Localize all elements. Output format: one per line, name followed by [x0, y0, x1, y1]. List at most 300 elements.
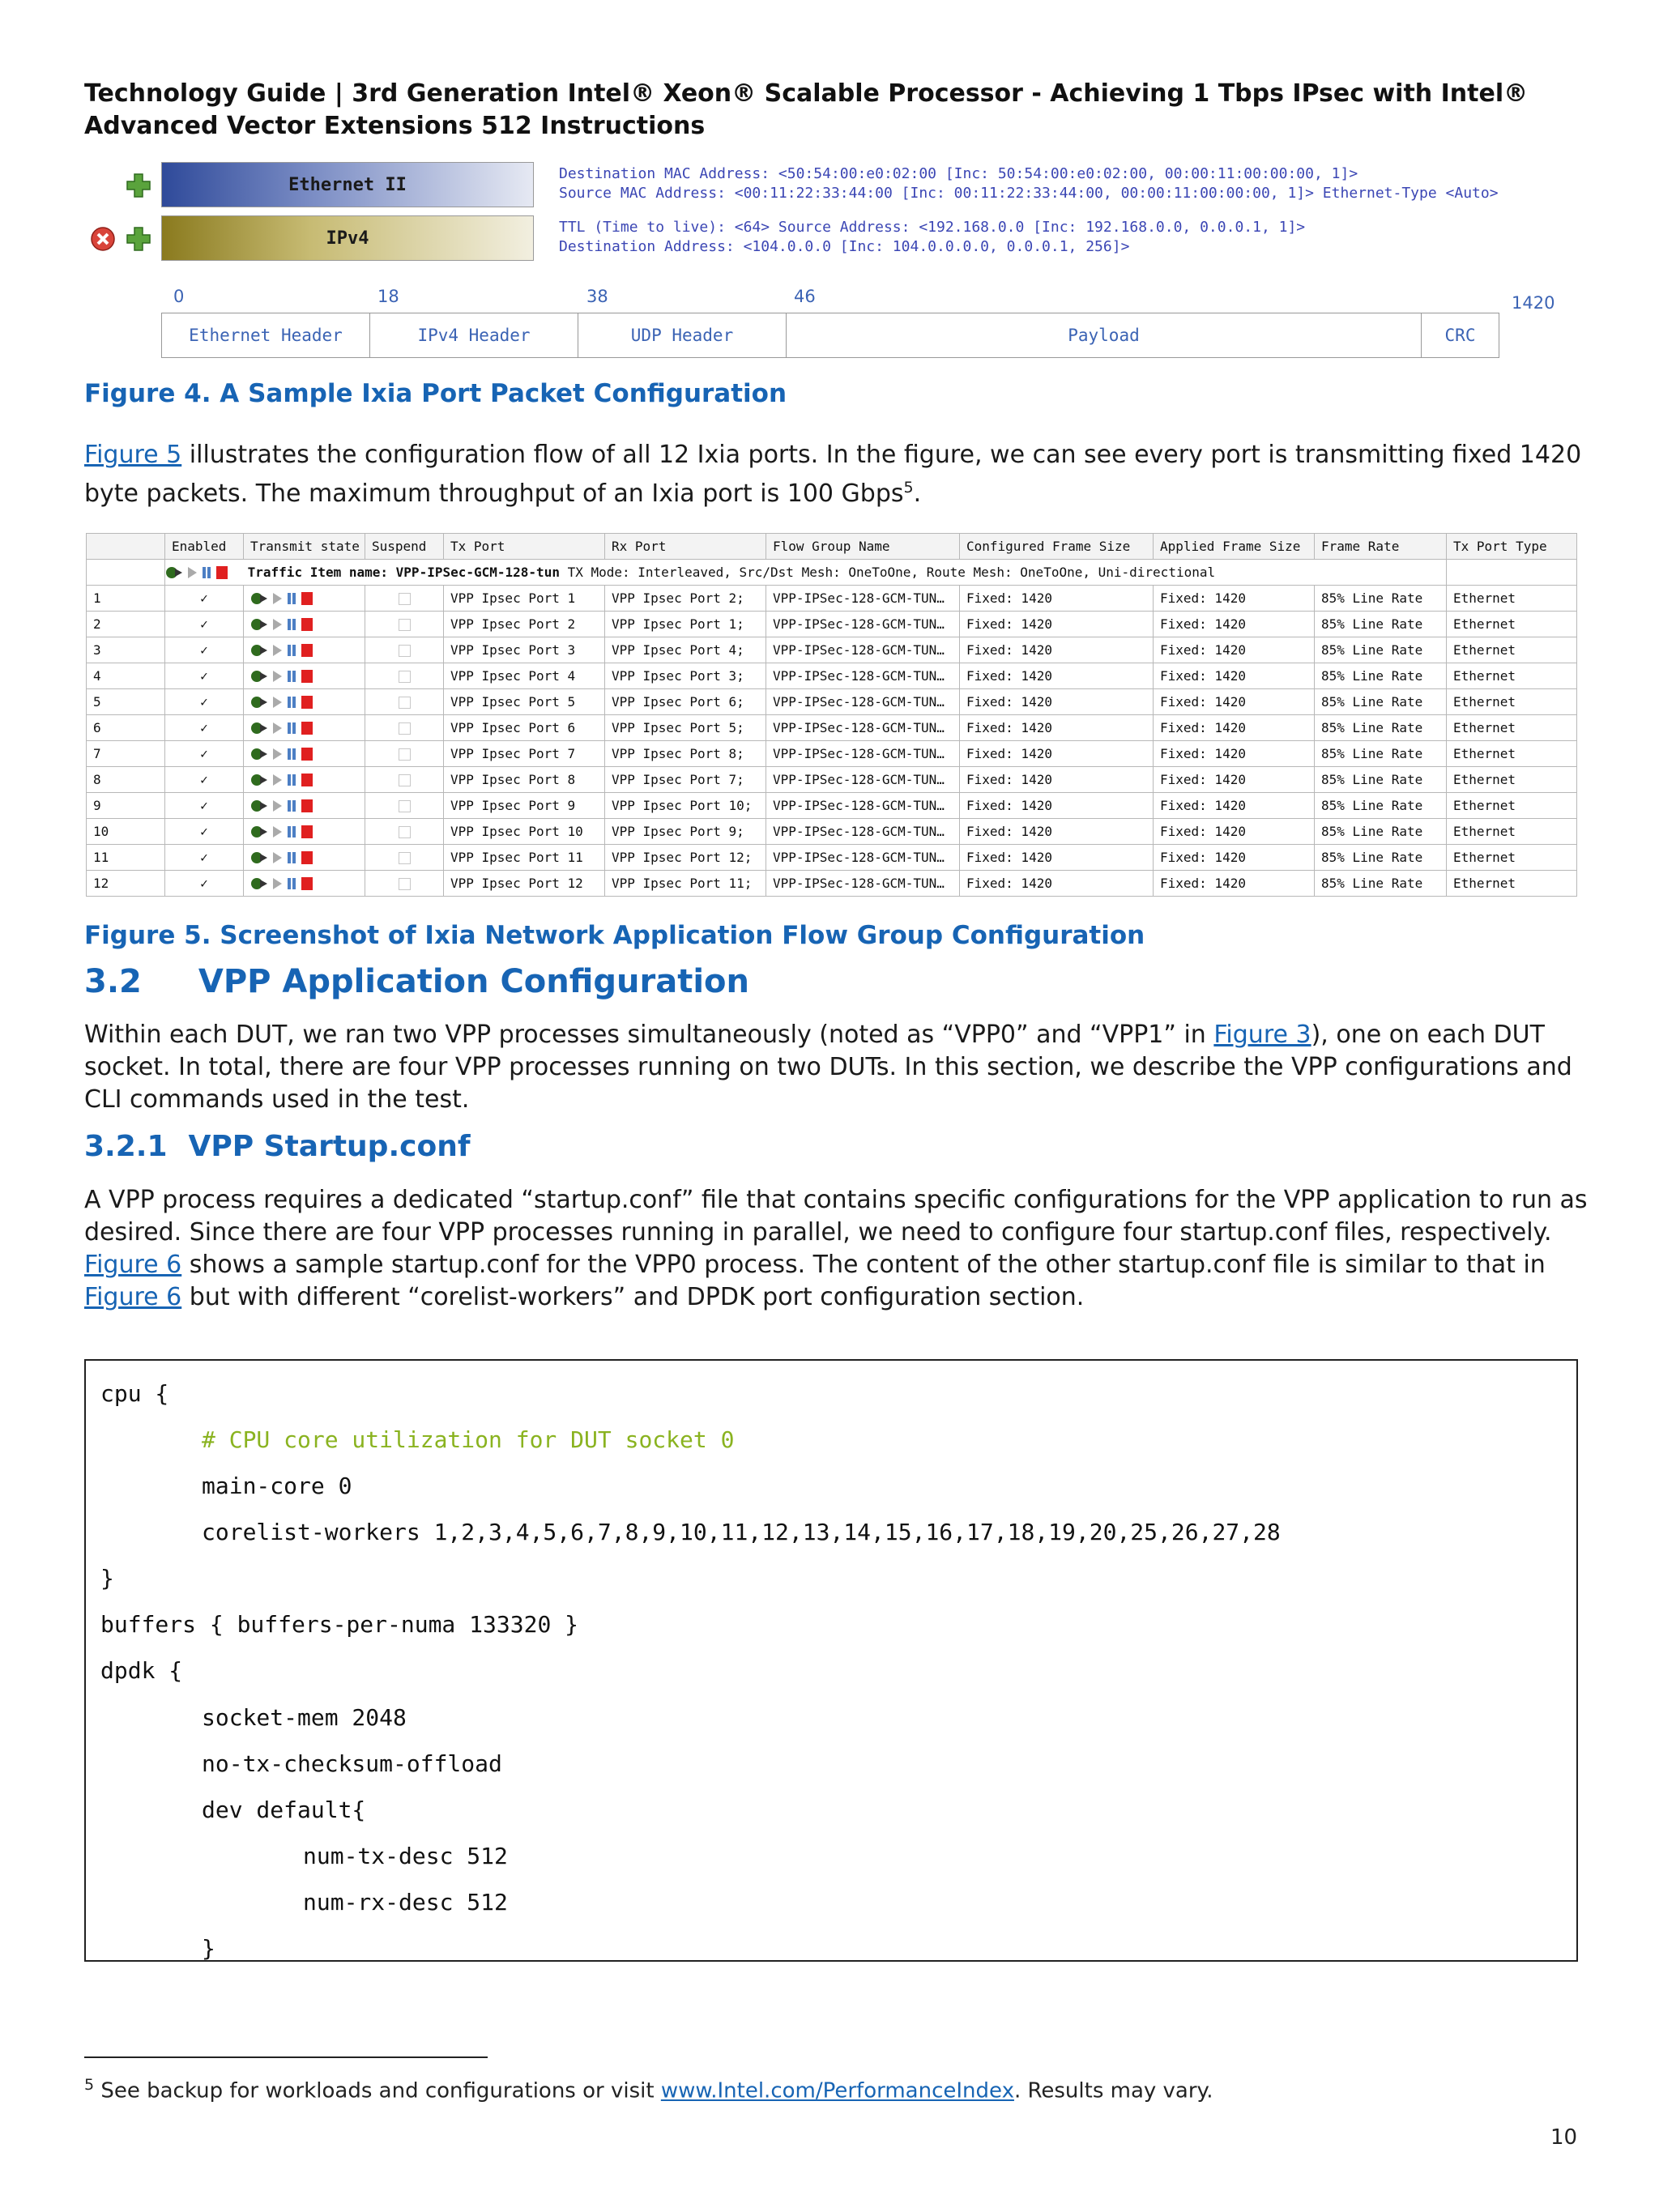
- transmit-state-controls: [250, 876, 313, 891]
- applied-frame-size: Fixed: 1420: [1154, 586, 1315, 612]
- suspend-cell: [365, 819, 444, 845]
- paragraph-startup-conf: [84, 1184, 1591, 1314]
- play-icon[interactable]: [271, 850, 283, 865]
- transmit-state-cell: [244, 586, 365, 612]
- start-icon[interactable]: [250, 825, 268, 839]
- enabled-checkbox[interactable]: ✓: [165, 871, 244, 897]
- segment-ipv4-header: IPv4 Header: [370, 313, 578, 357]
- ipv4-config-line: Destination Address: <104.0.0.0 [Inc: 104.0.0.0.0, 0.0.0.1, 256]>: [559, 238, 1130, 255]
- suspend-checkbox[interactable]: [399, 800, 411, 812]
- frame-rate: 85% Line Rate: [1315, 767, 1447, 793]
- code-line: dev default{: [202, 1796, 366, 1823]
- column-header[interactable]: Applied Frame Size: [1154, 534, 1315, 560]
- flow-group-name: VPP-IPSec-128-GCM-TUN…: [766, 793, 960, 819]
- applied-frame-size: Fixed: 1420: [1154, 845, 1315, 871]
- startup-conf-code-block: [84, 1359, 1578, 1962]
- traffic-item-row[interactable]: [87, 560, 1577, 586]
- play-icon[interactable]: [271, 695, 283, 710]
- tx-port-type: Ethernet: [1447, 663, 1577, 689]
- transmit-state-controls: [250, 850, 313, 865]
- frame-rate: 85% Line Rate: [1315, 845, 1447, 871]
- start-icon[interactable]: [250, 591, 268, 606]
- row-index: 5: [87, 689, 165, 715]
- enabled-checkbox[interactable]: ✓: [165, 689, 244, 715]
- byte-offset: 38: [586, 287, 608, 306]
- figure-6-link[interactable]: Figure 6: [84, 1251, 182, 1279]
- stop-icon[interactable]: [301, 825, 313, 839]
- row-index: 8: [87, 767, 165, 793]
- enabled-checkbox[interactable]: ✓: [165, 663, 244, 689]
- start-icon[interactable]: [250, 747, 268, 761]
- code-line: dpdk {: [100, 1657, 183, 1684]
- segment-payload: Payload: [787, 313, 1422, 357]
- paragraph-vpp-overview: [84, 1019, 1591, 1116]
- row-index: 10: [87, 819, 165, 845]
- byte-offset: 1420: [1512, 293, 1555, 313]
- footnote-text: See backup for workloads and configurations or visit: [94, 2078, 661, 2103]
- footnote-ref[interactable]: 5: [903, 479, 914, 497]
- applied-frame-size: Fixed: 1420: [1154, 741, 1315, 767]
- suspend-cell: [365, 741, 444, 767]
- stop-icon[interactable]: [301, 876, 313, 891]
- start-icon[interactable]: [250, 850, 268, 865]
- paragraph-text: illustrates the configuration flow of all 12 Ixia ports. In the figure, we can see every port is transmitting fixed 1420 byte packets. The maximum throughput of an Ixia port is 100 Gbps: [84, 441, 1582, 508]
- document-header-title: Technology Guide | 3rd Generation Intel® Xeon® Scalable Processor - Achieving 1 Tbps IPsec with Intel® Advanced Vector Extensions 512 Instructions: [84, 79, 1529, 140]
- transmit-state-cell: [244, 767, 365, 793]
- rx-port: VPP Ipsec Port 1;: [605, 612, 766, 637]
- frame-rate: 85% Line Rate: [1315, 586, 1447, 612]
- configured-frame-size: Fixed: 1420: [960, 612, 1154, 637]
- flow-group-name: VPP-IPSec-128-GCM-TUN…: [766, 586, 960, 612]
- rx-port: VPP Ipsec Port 9;: [605, 819, 766, 845]
- section-heading-3-2-1: [84, 1130, 471, 1163]
- tx-port: VPP Ipsec Port 6: [444, 715, 605, 741]
- transmit-state-controls: [250, 825, 313, 839]
- code-line: num-rx-desc 512: [303, 1889, 508, 1916]
- suspend-cell: [365, 715, 444, 741]
- traffic-item-details: TX Mode: Interleaved, Src/Dst Mesh: OneToOne, Route Mesh: OneToOne, Uni-directional: [559, 564, 1216, 580]
- suspend-checkbox[interactable]: [399, 826, 411, 838]
- rx-port: VPP Ipsec Port 11;: [605, 871, 766, 897]
- table-row[interactable]: [87, 793, 1577, 819]
- configured-frame-size: Fixed: 1420: [960, 819, 1154, 845]
- tx-port-type: Ethernet: [1447, 689, 1577, 715]
- figure-5-caption: Figure 5. Screenshot of Ixia Network Application Flow Group Configuration: [84, 921, 1145, 950]
- configured-frame-size: Fixed: 1420: [960, 586, 1154, 612]
- play-icon[interactable]: [271, 669, 283, 684]
- segment-crc: CRC: [1444, 326, 1476, 345]
- pause-icon[interactable]: [286, 876, 297, 891]
- rx-port: VPP Ipsec Port 4;: [605, 637, 766, 663]
- tx-port-type: Ethernet: [1447, 871, 1577, 897]
- tx-port: VPP Ipsec Port 12: [444, 871, 605, 897]
- suspend-checkbox[interactable]: [399, 671, 411, 683]
- traffic-item-cell: [165, 560, 1447, 586]
- configured-frame-size: Fixed: 1420: [960, 845, 1154, 871]
- play-icon[interactable]: [271, 773, 283, 787]
- rx-port: VPP Ipsec Port 6;: [605, 689, 766, 715]
- stop-icon[interactable]: [301, 617, 313, 632]
- column-header[interactable]: Configured Frame Size: [960, 534, 1154, 560]
- footnote-divider: [84, 2056, 488, 2058]
- frame-rate: 85% Line Rate: [1315, 871, 1447, 897]
- protocol-label: Ethernet II: [288, 174, 407, 195]
- paragraph-text: ), one on each DUT socket. In total, there are four VPP processes running on two DUTs. In this section, we describe the VPP configurations and CLI commands used in the test.: [84, 1021, 1572, 1114]
- flow-group-name: VPP-IPSec-128-GCM-TUN…: [766, 689, 960, 715]
- paragraph-end: .: [913, 479, 922, 508]
- code-line: num-tx-desc 512: [303, 1843, 508, 1869]
- transmit-state-cell: [244, 637, 365, 663]
- protocol-ethernet-ii[interactable]: [161, 162, 534, 207]
- code-line: }: [202, 1935, 215, 1962]
- table-cell: [1447, 560, 1577, 586]
- paragraph-text: A VPP process requires a dedicated “startup.conf” file that contains specific configurations for the VPP application to run as desired. Since there are four VPP processes running in parallel, we need to configure four startup.conf files, respectively.: [84, 1186, 1588, 1247]
- play-icon[interactable]: [186, 565, 198, 580]
- transmit-state-controls: [250, 591, 313, 606]
- flow-group-name: VPP-IPSec-128-GCM-TUN…: [766, 767, 960, 793]
- footnote-text: . Results may vary.: [1013, 2078, 1213, 2103]
- tx-port: VPP Ipsec Port 10: [444, 819, 605, 845]
- pause-icon[interactable]: [286, 850, 297, 865]
- flow-group-name: VPP-IPSec-128-GCM-TUN…: [766, 819, 960, 845]
- suspend-checkbox[interactable]: [399, 774, 411, 786]
- code-line: cpu {: [100, 1380, 169, 1407]
- pause-icon[interactable]: [286, 747, 297, 761]
- figure-5-link[interactable]: Figure 5: [84, 441, 182, 469]
- configured-frame-size: Fixed: 1420: [960, 871, 1154, 897]
- suspend-checkbox[interactable]: [399, 878, 411, 890]
- tx-port: VPP Ipsec Port 1: [444, 586, 605, 612]
- table-row[interactable]: [87, 715, 1577, 741]
- footnote-marker: 5: [84, 2076, 95, 2094]
- byte-offset: 46: [794, 287, 816, 306]
- suspend-cell: [365, 637, 444, 663]
- column-header[interactable]: Flow Group Name: [766, 534, 960, 560]
- start-icon[interactable]: [250, 617, 268, 632]
- enabled-checkbox[interactable]: ✓: [165, 612, 244, 637]
- stop-icon[interactable]: [301, 773, 313, 787]
- start-icon[interactable]: [165, 565, 183, 580]
- rx-port: VPP Ipsec Port 5;: [605, 715, 766, 741]
- suspend-checkbox[interactable]: [399, 697, 411, 709]
- code-line: main-core 0: [202, 1473, 352, 1499]
- rx-port: VPP Ipsec Port 12;: [605, 845, 766, 871]
- packet-layout: [161, 313, 1499, 358]
- transmit-state-cell: [244, 663, 365, 689]
- frame-rate: 85% Line Rate: [1315, 637, 1447, 663]
- enabled-checkbox[interactable]: ✓: [165, 637, 244, 663]
- stop-icon[interactable]: [301, 799, 313, 813]
- figure-3-link[interactable]: Figure 3: [1213, 1021, 1311, 1049]
- tx-port: VPP Ipsec Port 9: [444, 793, 605, 819]
- start-icon[interactable]: [250, 669, 268, 684]
- code-line: corelist-workers 1,2,3,4,5,6,7,8,9,10,11,12,13,14,15,16,17,18,19,20,25,26,27,28: [202, 1519, 1281, 1545]
- frame-rate: 85% Line Rate: [1315, 819, 1447, 845]
- column-header[interactable]: Tx Port: [444, 534, 605, 560]
- applied-frame-size: Fixed: 1420: [1154, 767, 1315, 793]
- table-row[interactable]: [87, 637, 1577, 663]
- table-row[interactable]: [87, 586, 1577, 612]
- tx-port-type: Ethernet: [1447, 767, 1577, 793]
- table-row[interactable]: [87, 871, 1577, 897]
- transmit-state-cell: [244, 715, 365, 741]
- stop-icon[interactable]: [301, 591, 313, 606]
- row-index: 2: [87, 612, 165, 637]
- play-icon[interactable]: [271, 876, 283, 891]
- pause-icon[interactable]: [201, 565, 212, 580]
- section-title: VPP Startup.conf: [188, 1130, 471, 1163]
- column-header[interactable]: Suspend: [365, 534, 444, 560]
- transmit-state-controls: [250, 721, 313, 735]
- suspend-checkbox[interactable]: [399, 645, 411, 657]
- enabled-checkbox[interactable]: ✓: [165, 767, 244, 793]
- transmit-state-cell: [244, 871, 365, 897]
- suspend-checkbox[interactable]: [399, 748, 411, 761]
- frame-rate: 85% Line Rate: [1315, 741, 1447, 767]
- play-icon[interactable]: [271, 825, 283, 839]
- suspend-cell: [365, 793, 444, 819]
- applied-frame-size: Fixed: 1420: [1154, 871, 1315, 897]
- frame-rate: 85% Line Rate: [1315, 689, 1447, 715]
- table-cell: [87, 560, 165, 586]
- flow-group-name: VPP-IPSec-128-GCM-TUN…: [766, 663, 960, 689]
- configured-frame-size: Fixed: 1420: [960, 637, 1154, 663]
- configured-frame-size: Fixed: 1420: [960, 741, 1154, 767]
- remove-protocol-icon[interactable]: [89, 225, 117, 253]
- suspend-checkbox[interactable]: [399, 619, 411, 631]
- tx-port: VPP Ipsec Port 2: [444, 612, 605, 637]
- code-line: socket-mem 2048: [202, 1704, 407, 1731]
- tx-port: VPP Ipsec Port 4: [444, 663, 605, 689]
- start-icon[interactable]: [250, 643, 268, 658]
- enabled-checkbox[interactable]: ✓: [165, 586, 244, 612]
- rx-port: VPP Ipsec Port 3;: [605, 663, 766, 689]
- frame-rate: 85% Line Rate: [1315, 612, 1447, 637]
- footnote-5: [84, 2076, 1213, 2103]
- flow-group-name: VPP-IPSec-128-GCM-TUN…: [766, 871, 960, 897]
- flow-group-name: VPP-IPSec-128-GCM-TUN…: [766, 612, 960, 637]
- column-header[interactable]: [87, 534, 165, 560]
- suspend-cell: [365, 845, 444, 871]
- tx-port-type: Ethernet: [1447, 637, 1577, 663]
- stop-icon[interactable]: [301, 721, 313, 735]
- play-icon[interactable]: [271, 643, 283, 658]
- segment-udp-header: UDP Header: [578, 313, 787, 357]
- transmit-state-cell: [244, 741, 365, 767]
- enabled-checkbox[interactable]: ✓: [165, 845, 244, 871]
- transmit-state-controls: [250, 773, 313, 787]
- pause-icon[interactable]: [286, 695, 297, 710]
- transmit-state-controls: [250, 617, 313, 632]
- start-icon[interactable]: [250, 695, 268, 710]
- table-row[interactable]: [87, 845, 1577, 871]
- column-header[interactable]: Rx Port: [605, 534, 766, 560]
- section-number: 3.2.1: [84, 1130, 168, 1163]
- paragraph-figure5-intro: [84, 439, 1591, 510]
- add-protocol-icon[interactable]: [125, 172, 152, 199]
- applied-frame-size: Fixed: 1420: [1154, 689, 1315, 715]
- configured-frame-size: Fixed: 1420: [960, 663, 1154, 689]
- row-index: 7: [87, 741, 165, 767]
- figure-6-link[interactable]: Figure 6: [84, 1283, 182, 1311]
- flow-group-name: VPP-IPSec-128-GCM-TUN…: [766, 637, 960, 663]
- column-header[interactable]: Frame Rate: [1315, 534, 1447, 560]
- configured-frame-size: Fixed: 1420: [960, 793, 1154, 819]
- enabled-checkbox[interactable]: ✓: [165, 793, 244, 819]
- transmit-state-controls: [250, 747, 313, 761]
- tx-port-type: Ethernet: [1447, 586, 1577, 612]
- column-header[interactable]: Transmit state: [244, 534, 365, 560]
- play-icon[interactable]: [271, 799, 283, 813]
- applied-frame-size: Fixed: 1420: [1154, 612, 1315, 637]
- suspend-checkbox[interactable]: [399, 722, 411, 735]
- rx-port: VPP Ipsec Port 10;: [605, 793, 766, 819]
- transmit-state-cell: [244, 612, 365, 637]
- enabled-checkbox[interactable]: ✓: [165, 741, 244, 767]
- table-header-row: [87, 534, 1577, 560]
- section-heading-3-2: [84, 963, 749, 1000]
- suspend-cell: [365, 663, 444, 689]
- table-row[interactable]: [87, 741, 1577, 767]
- segment-ethernet-header: Ethernet Header: [162, 313, 370, 357]
- row-index: 1: [87, 586, 165, 612]
- pause-icon[interactable]: [286, 643, 297, 658]
- tx-port: VPP Ipsec Port 8: [444, 767, 605, 793]
- pause-icon[interactable]: [286, 825, 297, 839]
- rx-port: VPP Ipsec Port 2;: [605, 586, 766, 612]
- stop-icon[interactable]: [301, 695, 313, 710]
- table-row[interactable]: [87, 819, 1577, 845]
- configured-frame-size: Fixed: 1420: [960, 715, 1154, 741]
- tx-port: VPP Ipsec Port 3: [444, 637, 605, 663]
- stop-icon[interactable]: [215, 565, 228, 580]
- section-number: 3.2: [84, 963, 142, 1000]
- add-protocol-icon[interactable]: [125, 225, 152, 253]
- play-icon[interactable]: [271, 747, 283, 761]
- transmit-state-controls: [165, 565, 228, 580]
- stop-icon[interactable]: [301, 747, 313, 761]
- configured-frame-size: Fixed: 1420: [960, 767, 1154, 793]
- table-row[interactable]: [87, 767, 1577, 793]
- frame-rate: 85% Line Rate: [1315, 663, 1447, 689]
- transmit-state-controls: [250, 695, 313, 710]
- table-row[interactable]: [87, 689, 1577, 715]
- row-index: 9: [87, 793, 165, 819]
- transmit-state-controls: [250, 669, 313, 684]
- protocol-label: IPv4: [326, 228, 369, 249]
- traffic-item-name: Traffic Item name: VPP-IPSec-GCM-128-tun: [247, 564, 560, 580]
- tx-port: VPP Ipsec Port 11: [444, 845, 605, 871]
- transmit-state-cell: [244, 689, 365, 715]
- code-line: no-tx-checksum-offload: [202, 1750, 502, 1777]
- byte-offset: 18: [377, 287, 399, 306]
- protocol-ipv4[interactable]: [161, 215, 534, 261]
- figure-4-caption: Figure 4. A Sample Ixia Port Packet Configuration: [84, 379, 787, 408]
- play-icon[interactable]: [271, 591, 283, 606]
- flow-group-name: VPP-IPSec-128-GCM-TUN…: [766, 715, 960, 741]
- applied-frame-size: Fixed: 1420: [1154, 793, 1315, 819]
- pause-icon[interactable]: [286, 591, 297, 606]
- rx-port: VPP Ipsec Port 7;: [605, 767, 766, 793]
- suspend-cell: [365, 871, 444, 897]
- pause-icon[interactable]: [286, 617, 297, 632]
- play-icon[interactable]: [271, 721, 283, 735]
- tx-port-type: Ethernet: [1447, 612, 1577, 637]
- start-icon[interactable]: [250, 721, 268, 735]
- stop-icon[interactable]: [301, 643, 313, 658]
- table-row[interactable]: [87, 612, 1577, 637]
- transmit-state-controls: [250, 643, 313, 658]
- suspend-cell: [365, 689, 444, 715]
- stop-icon[interactable]: [301, 669, 313, 684]
- row-index: 11: [87, 845, 165, 871]
- applied-frame-size: Fixed: 1420: [1154, 819, 1315, 845]
- rx-port: VPP Ipsec Port 8;: [605, 741, 766, 767]
- flow-group-name: VPP-IPSec-128-GCM-TUN…: [766, 741, 960, 767]
- pause-icon[interactable]: [286, 669, 297, 684]
- tx-port-type: Ethernet: [1447, 819, 1577, 845]
- play-icon[interactable]: [271, 617, 283, 632]
- column-header[interactable]: Tx Port Type: [1447, 534, 1577, 560]
- start-icon[interactable]: [250, 773, 268, 787]
- enabled-checkbox[interactable]: ✓: [165, 715, 244, 741]
- transmit-state-cell: [244, 819, 365, 845]
- paragraph-text: Within each DUT, we ran two VPP processes simultaneously (noted as “VPP0” and “VPP1” in: [84, 1021, 1214, 1049]
- flow-group-table: [86, 533, 1577, 897]
- pause-icon[interactable]: [286, 773, 297, 787]
- transmit-state-controls: [250, 799, 313, 813]
- section-title: VPP Application Configuration: [198, 963, 750, 1000]
- suspend-cell: [365, 767, 444, 793]
- tx-port-type: Ethernet: [1447, 793, 1577, 819]
- pause-icon[interactable]: [286, 721, 297, 735]
- paragraph-text: shows a sample startup.conf for the VPP0 process. The content of the other startup.conf file is similar to that in: [181, 1251, 1546, 1279]
- enabled-checkbox[interactable]: ✓: [165, 819, 244, 845]
- byte-offset: 0: [173, 287, 185, 306]
- applied-frame-size: Fixed: 1420: [1154, 715, 1315, 741]
- tx-port: VPP Ipsec Port 7: [444, 741, 605, 767]
- table-row[interactable]: [87, 663, 1577, 689]
- suspend-checkbox[interactable]: [399, 593, 411, 605]
- tx-port-type: Ethernet: [1447, 715, 1577, 741]
- applied-frame-size: Fixed: 1420: [1154, 637, 1315, 663]
- tx-port: VPP Ipsec Port 5: [444, 689, 605, 715]
- tx-port-type: Ethernet: [1447, 845, 1577, 871]
- configured-frame-size: Fixed: 1420: [960, 689, 1154, 715]
- flow-group-name: VPP-IPSec-128-GCM-TUN…: [766, 845, 960, 871]
- start-icon[interactable]: [250, 876, 268, 891]
- applied-frame-size: Fixed: 1420: [1154, 663, 1315, 689]
- stop-icon[interactable]: [301, 850, 313, 865]
- pause-icon[interactable]: [286, 799, 297, 813]
- column-header[interactable]: Enabled: [165, 534, 244, 560]
- ethernet-config-line: Source MAC Address: <00:11:22:33:44:00 [Inc: 00:11:22:33:44:00, 00:00:11:00:00:00, 1]> Ethernet-Type <Auto>: [559, 185, 1499, 202]
- transmit-state-cell: [244, 845, 365, 871]
- row-index: 4: [87, 663, 165, 689]
- tx-port-type: Ethernet: [1447, 741, 1577, 767]
- frame-rate: 85% Line Rate: [1315, 793, 1447, 819]
- performance-index-link[interactable]: www.Intel.com/PerformanceIndex: [660, 2078, 1014, 2103]
- code-comment: # CPU core utilization for DUT socket 0: [202, 1426, 735, 1453]
- start-icon[interactable]: [250, 799, 268, 813]
- suspend-checkbox[interactable]: [399, 852, 411, 864]
- row-index: 12: [87, 871, 165, 897]
- ipv4-config-line: TTL (Time to live): <64> Source Address: <192.168.0.0 [Inc: 192.168.0.0, 0.0.0.1, 1]>: [559, 219, 1306, 236]
- row-index: 3: [87, 637, 165, 663]
- page-number: 10: [1550, 2125, 1578, 2150]
- code-line: }: [100, 1565, 114, 1592]
- row-index: 6: [87, 715, 165, 741]
